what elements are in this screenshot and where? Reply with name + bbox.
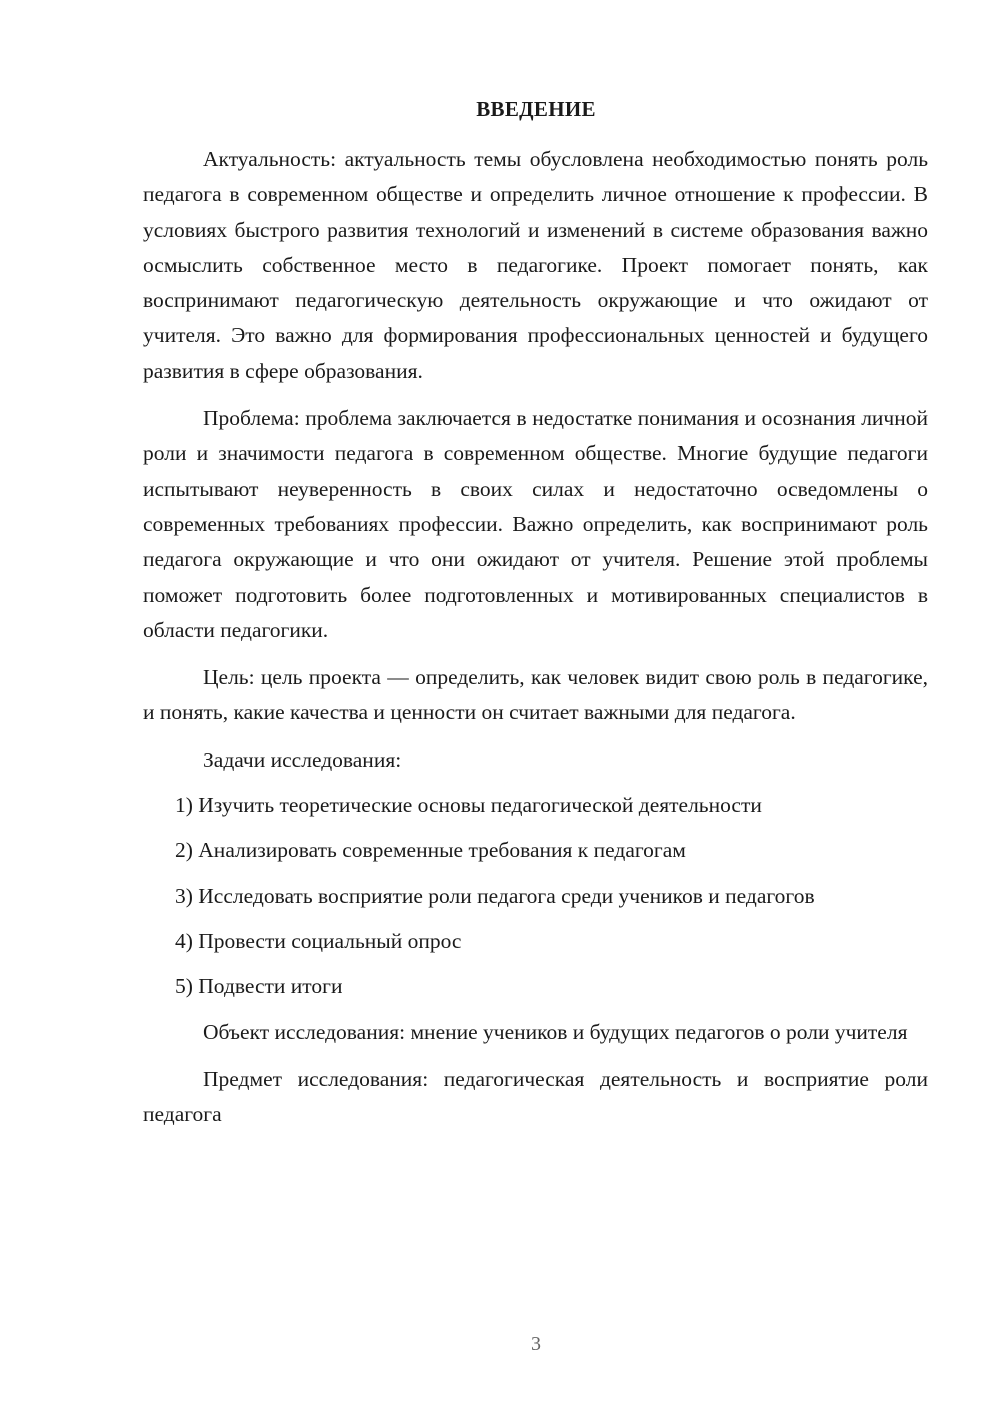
tasks-heading: Задачи исследования: <box>203 747 402 772</box>
problem-paragraph: Проблема: проблема заключается в недостатке понимания и осознания личной роли и значимости педагога в современном обществе. Многие будущие педагоги испытывают неуверенность в своих силах и недостаточно осведомлены о современных требованиях профессии. Важно определить, как воспринимают роль педагога окружающие и что они ожидают от учителя. Решение этой проблемы поможет подготовить более подготовленных и мотивированных специалистов в области педагогики. <box>143 406 928 642</box>
list-item: 5) Подвести итоги <box>175 974 343 999</box>
list-item: 1) Изучить теоретические основы педагогической деятельности <box>175 793 762 818</box>
object-paragraph: Объект исследования: мнение учеников и будущих педагогов о роли учителя <box>203 1019 908 1044</box>
document-body <box>143 142 928 1144</box>
list-item: 4) Провести социальный опрос <box>175 928 462 953</box>
page-number: 3 <box>531 1333 541 1355</box>
task-list <box>143 788 928 1004</box>
list-item: 2) Анализировать современные требования к педагогам <box>175 838 686 863</box>
relevance-paragraph: Актуальность: актуальность темы обусловлена необходимостью понять роль педагога в современном обществе и определить личное отношение к профессии. В условиях быстрого развития технологий и изменений в системе образования важно осмыслить собственное место в педагогике. Проект помогает понять, как воспринимают педагогическую деятельность окружающие и что ожидают от учителя. Это важно для формирования профессиональных ценностей и будущего развития в сфере образования. <box>143 147 928 383</box>
page-title: ВВЕДЕНИЕ <box>476 97 596 121</box>
subject-paragraph: Предмет исследования: педагогическая деятельность и восприятие роли педагога <box>143 1066 928 1127</box>
goal-paragraph: Цель: цель проекта — определить, как человек видит свою роль в педагогике, и понять, какие качества и ценности он считает важными для педагога. <box>143 665 928 725</box>
list-item: 3) Исследовать восприятие роли педагога среди учеников и педагогов <box>175 883 815 908</box>
